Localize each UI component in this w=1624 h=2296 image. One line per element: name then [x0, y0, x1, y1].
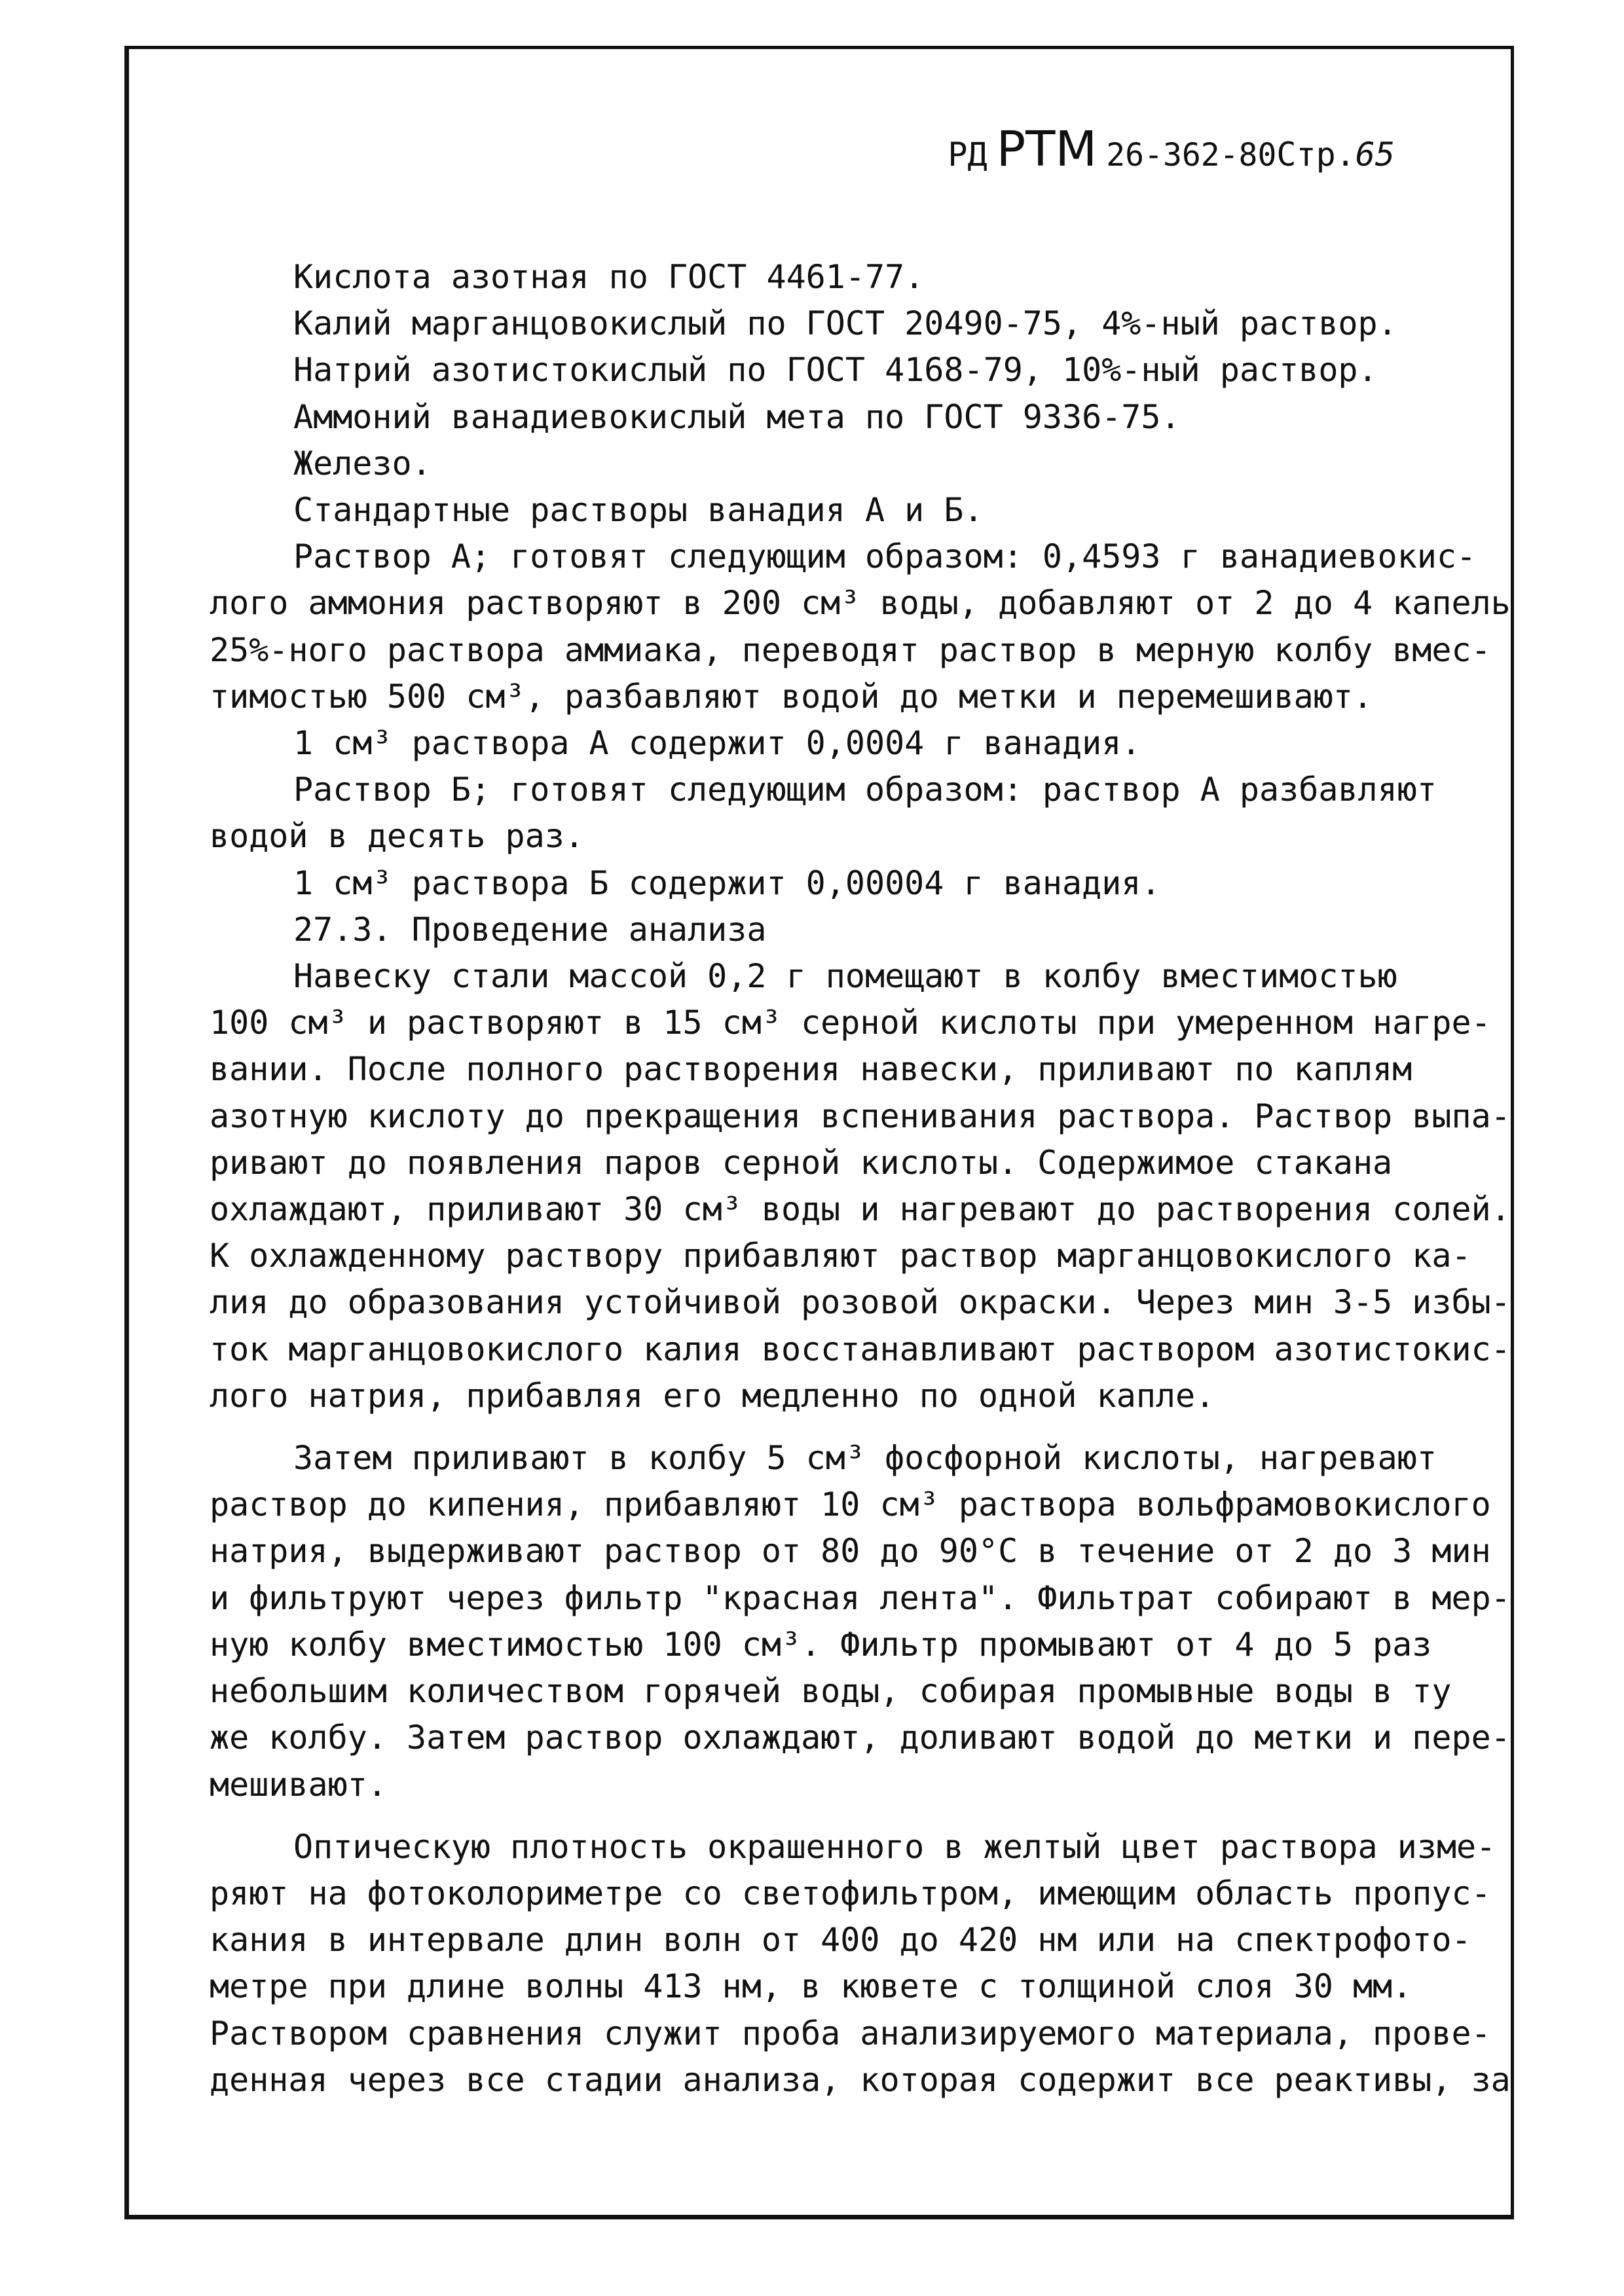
- text-line: охлаждают, приливают 30 см³ воды и нагревают до растворения солей.: [210, 1190, 1511, 1229]
- text-line: Аммоний ванадиевокислый мета по ГОСТ 9336-75.: [293, 397, 1181, 436]
- text-line: ную колбу вместимостью 100 см³. Фильтр промывают от 4 до 5 раз: [210, 1625, 1432, 1664]
- text-line: и фильтруют через фильтр "красная лента". Фильтрат собирают в мер-: [210, 1578, 1511, 1617]
- header-rtm: РТМ: [996, 121, 1098, 177]
- header-page-number: 65: [1355, 136, 1395, 173]
- text-line: Калий марганцовокислый по ГОСТ 20490-75, 4%-ный раствор.: [293, 304, 1397, 343]
- header-document-number: 26-362-80: [1106, 137, 1277, 173]
- text-line: Затем приливают в колбу 5 см³ фосфорной кислоты, нагревают: [293, 1439, 1437, 1478]
- header-rd: РД: [948, 136, 987, 173]
- text-line: Оптическую плотность окрашенного в желтый цвет раствора изме-: [293, 1827, 1496, 1866]
- text-line: Раствор А; готовят следующим образом: 0,4593 г ванадиевокис-: [293, 538, 1477, 576]
- text-line: кания в интервале длин волн от 400 до 420 нм или на спектрофото-: [210, 1921, 1471, 1959]
- text-line: водой в десять раз.: [210, 817, 584, 856]
- text-line: мешивают.: [210, 1765, 387, 1804]
- text-line: метре при длине волны 413 нм, в кювете с толщиной слоя 30 мм.: [210, 1967, 1412, 2006]
- text-line: денная через все стадии анализа, которая содержит все реактивы, за: [210, 2060, 1511, 2099]
- section-heading: 27.3. Проведение анализа: [293, 910, 767, 949]
- header-page-label: Стр.: [1276, 136, 1356, 173]
- text-line: К охлажденному раствору прибавляют раствор марганцовокислого ка-: [210, 1237, 1471, 1275]
- document-header: [948, 121, 1395, 177]
- text-line: Раствор Б; готовят следующим образом: раствор А разбавляют: [293, 771, 1437, 809]
- text-line: Железо.: [293, 444, 432, 483]
- text-line: 1 см³ раствора Б содержит 0,00004 г ванадия.: [293, 864, 1161, 902]
- text-line: натрия, выдерживают раствор от 80 до 90°С в течение от 2 до 3 мин: [210, 1532, 1491, 1571]
- text-line: же колбу. Затем раствор охлаждают, доливают водой до метки и пере-: [210, 1719, 1511, 1757]
- text-line: лия до образования устойчивой розовой окраски. Через мин 3-5 избы-: [210, 1283, 1511, 1322]
- text-line: Натрий азотистокислый по ГОСТ 4168-79, 10%-ный раствор.: [293, 351, 1378, 390]
- text-line: лого натрия, прибавляя его медленно по одной капле.: [210, 1376, 1215, 1415]
- text-line: тимостью 500 см³, разбавляют водой до метки и перемешивают.: [210, 677, 1373, 716]
- text-line: Раствором сравнения служит проба анализируемого материала, прове-: [210, 2014, 1491, 2052]
- text-line: азотную кислоту до прекращения вспенивания раствора. Раствор выпа-: [210, 1097, 1511, 1135]
- text-line: небольшим количеством горячей воды, собирая промывные воды в ту: [210, 1672, 1452, 1711]
- text-line: Кислота азотная по ГОСТ 4461-77.: [293, 258, 925, 296]
- text-line: 25%-ного раствора аммиака, переводят раствор в мерную колбу вмес-: [210, 630, 1491, 669]
- text-line: лого аммония растворяют в 200 см³ воды, добавляют от 2 до 4 капель: [210, 584, 1511, 623]
- text-line: 100 см³ и растворяют в 15 см³ серной кислоты при умеренном нагре-: [210, 1004, 1491, 1042]
- text-line: 1 см³ раствора А содержит 0,0004 г ванадия.: [293, 724, 1141, 763]
- text-line: ток марганцовокислого калия восстанавливают раствором азотистокис-: [210, 1330, 1511, 1368]
- document-body: [210, 254, 1532, 2104]
- text-line: Навеску стали массой 0,2 г помещают в колбу вместимостью: [293, 957, 1397, 996]
- text-line: ряют на фотоколориметре со светофильтром, имеющим область пропус-: [210, 1874, 1491, 1912]
- text-line: вании. После полного растворения навески, приливают по каплям: [210, 1050, 1412, 1089]
- text-line: ривают до появления паров серной кислоты. Содержимое стакана: [210, 1143, 1393, 1182]
- text-line: раствор до кипения, прибавляют 10 см³ раствора вольфрамовокислого: [210, 1485, 1491, 1524]
- text-line: Стандартные растворы ванадия А и Б.: [293, 491, 984, 530]
